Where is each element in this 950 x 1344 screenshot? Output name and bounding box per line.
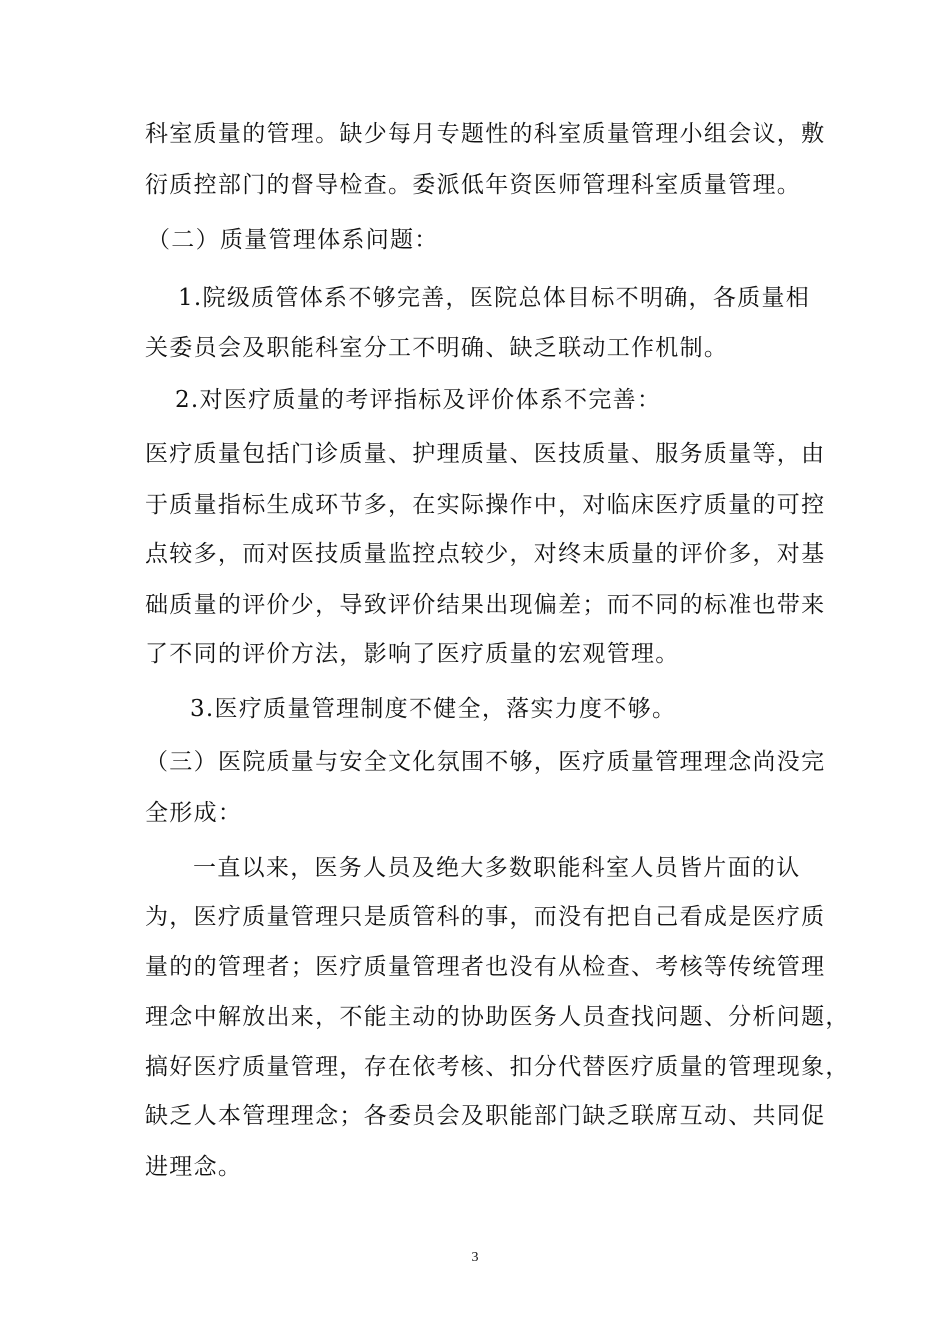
body-text-line: 量的的管理者；医疗质量管理者也没有从检查、考核等传统管理: [145, 954, 826, 980]
body-text-line: 缺乏人本管理理念；各委员会及职能部门缺乏联席互动、共同促: [145, 1103, 826, 1129]
body-text-line: 搞好医疗质量管理，存在依考核、扣分代替医疗质量的管理现象，: [145, 1054, 850, 1080]
page-number: 3: [471, 1250, 479, 1265]
body-text-line: 础质量的评价少，导致评价结果出现偏差；而不同的标准也带来: [145, 592, 826, 618]
body-text-line: 点较多，而对医技质量监控点较少，对终末质量的评价多，对基: [145, 541, 826, 567]
section-heading-continuation: 全形成：: [145, 800, 243, 826]
body-text-line: 于质量指标生成环节多，在实际操作中，对临床医疗质量的可控: [145, 492, 826, 518]
section-heading: （二）质量管理体系问题：: [147, 227, 439, 253]
list-item: 2.对医疗质量的考评指标及评价体系不完善：: [175, 387, 662, 413]
list-item: 3.医疗质量管理制度不健全，落实力度不够。: [190, 696, 677, 722]
body-text-line: 理念中解放出来，不能主动的协助医务人员查找问题、分析问题，: [145, 1004, 850, 1030]
body-text-line: 关委员会及职能科室分工不明确、缺乏联动工作机制。: [145, 335, 729, 361]
body-text-line: 衍质控部门的督导检查。委派低年资医师管理科室质量管理。: [145, 172, 802, 198]
body-text-line: 进理念。: [145, 1154, 243, 1180]
list-item: 1.院级质管体系不够完善，医院总体目标不明确，各质量相: [178, 285, 811, 311]
body-text-line: 科室质量的管理。缺少每月专题性的科室质量管理小组会议，敷: [145, 121, 826, 147]
body-text-line: 医疗质量包括门诊质量、护理质量、医技质量、服务质量等，由: [145, 441, 826, 467]
body-text-line: 了不同的评价方法，影响了医疗质量的宏观管理。: [145, 641, 680, 667]
section-heading: （三）医院质量与安全文化氛围不够，医疗质量管理理念尚没完: [145, 749, 826, 775]
body-text-line: 一直以来，医务人员及绝大多数职能科室人员皆片面的认: [193, 855, 801, 881]
body-text-line: 为，医疗质量管理只是质管科的事，而没有把自己看成是医疗质: [145, 904, 826, 930]
